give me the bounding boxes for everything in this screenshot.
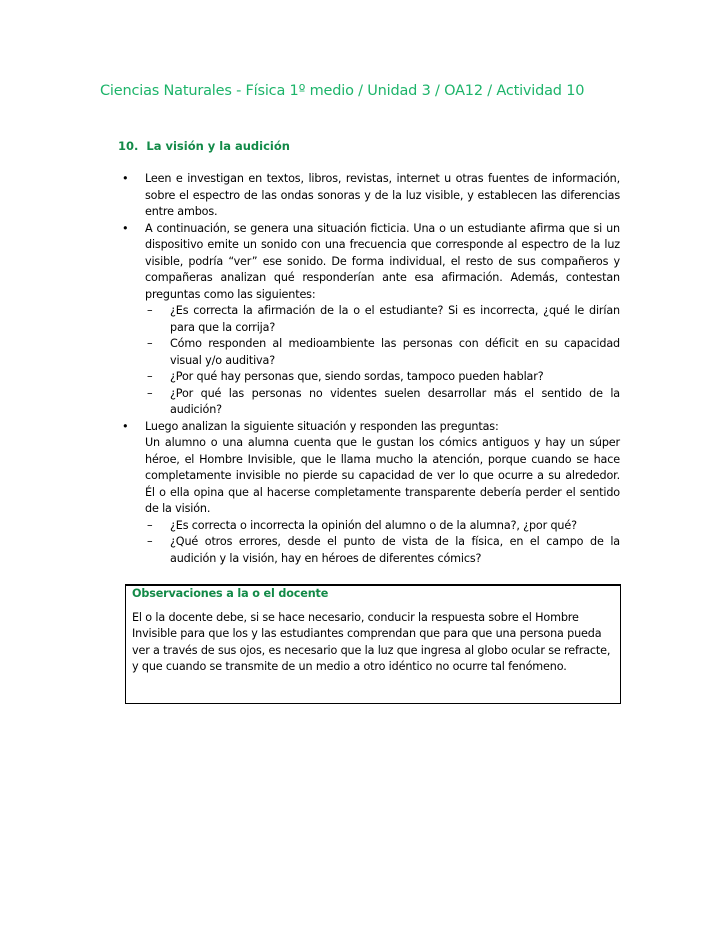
sub-item: – ¿Qué otros errores, desde el punto de vista de la física, en el campo de la audición y la visión, hay en héroes de diferentes cómics? bbox=[147, 534, 620, 567]
activity-heading bbox=[118, 139, 290, 153]
list-item bbox=[122, 171, 620, 221]
sub-item: – ¿Es correcta la afirmación de la o el estudiante? Si es incorrecta, ¿qué le dirían para que la corrija? bbox=[147, 303, 620, 336]
activity-title: La visión y la audición bbox=[146, 139, 290, 153]
list-item bbox=[122, 419, 620, 568]
observations-body: El o la docente debe, si se hace necesario, conducir la respuesta sobre el Hombre Invisible para que los y las estudiantes comprendan que para que una persona pueda ver a través de sus ojos, es necesario que la luz que ingresa al globo ocular se refracte, y que cuando se transmite de un medio a otro idéntico no ocurre tal fenómeno. bbox=[132, 610, 611, 673]
sub-list bbox=[145, 518, 620, 568]
list-item bbox=[122, 221, 620, 419]
situation-text: Un alumno o una alumna cuenta que le gustan los cómics antiguos y hay un súper héroe, el Hombre Invisible, que le llama mucho la atención, porque cuando se hace completamente invisible no pierde su capacidad de ver lo que ocurre a su alrededor. Él o ella opina que al hacerse completamente transparente debería perder el sentido de la visión. bbox=[145, 436, 620, 515]
sub-list bbox=[145, 303, 620, 419]
sub-item: – Cómo responden al medioambiente las personas con déficit en su capacidad visual y/o auditiva? bbox=[147, 336, 620, 369]
bullet-text: Luego analizan la siguiente situación y responden las preguntas: bbox=[145, 419, 499, 433]
observations-title: Observaciones a la o el docente bbox=[132, 587, 329, 600]
sub-item: – ¿Por qué las personas no videntes suelen desarrollar más el sentido de la audición? bbox=[147, 386, 620, 419]
bullet-text: A continuación, se genera una situación ficticia. Una o un estudiante afirma que si un dispositivo emite un sonido con una frecuencia que corresponde al espectro de la luz visible, podría “ver” ese sonido. De forma individual, el resto de sus compañeros y compañeras analizan qué responderían ante esa afirmación. Además, contestan preguntas como las siguientes: bbox=[145, 221, 620, 301]
activity-content bbox=[122, 171, 620, 567]
sub-item: – ¿Por qué hay personas que, siendo sordas, tampoco pueden hablar? bbox=[147, 369, 620, 386]
sub-item: – ¿Es correcta o incorrecta la opinión del alumno o de la alumna?, ¿por qué? bbox=[147, 518, 620, 535]
page-title: Ciencias Naturales - Física 1º medio / Unidad 3 / OA12 / Actividad 10 bbox=[100, 83, 585, 99]
activity-number: 10. bbox=[118, 139, 139, 153]
teacher-observations-box bbox=[125, 584, 621, 704]
bullet-text: Leen e investigan en textos, libros, revistas, internet u otras fuentes de información, sobre el espectro de las ondas sonoras y de la luz visible, y establecen las diferencias entre ambos. bbox=[145, 172, 620, 218]
bullet-list bbox=[122, 171, 620, 567]
